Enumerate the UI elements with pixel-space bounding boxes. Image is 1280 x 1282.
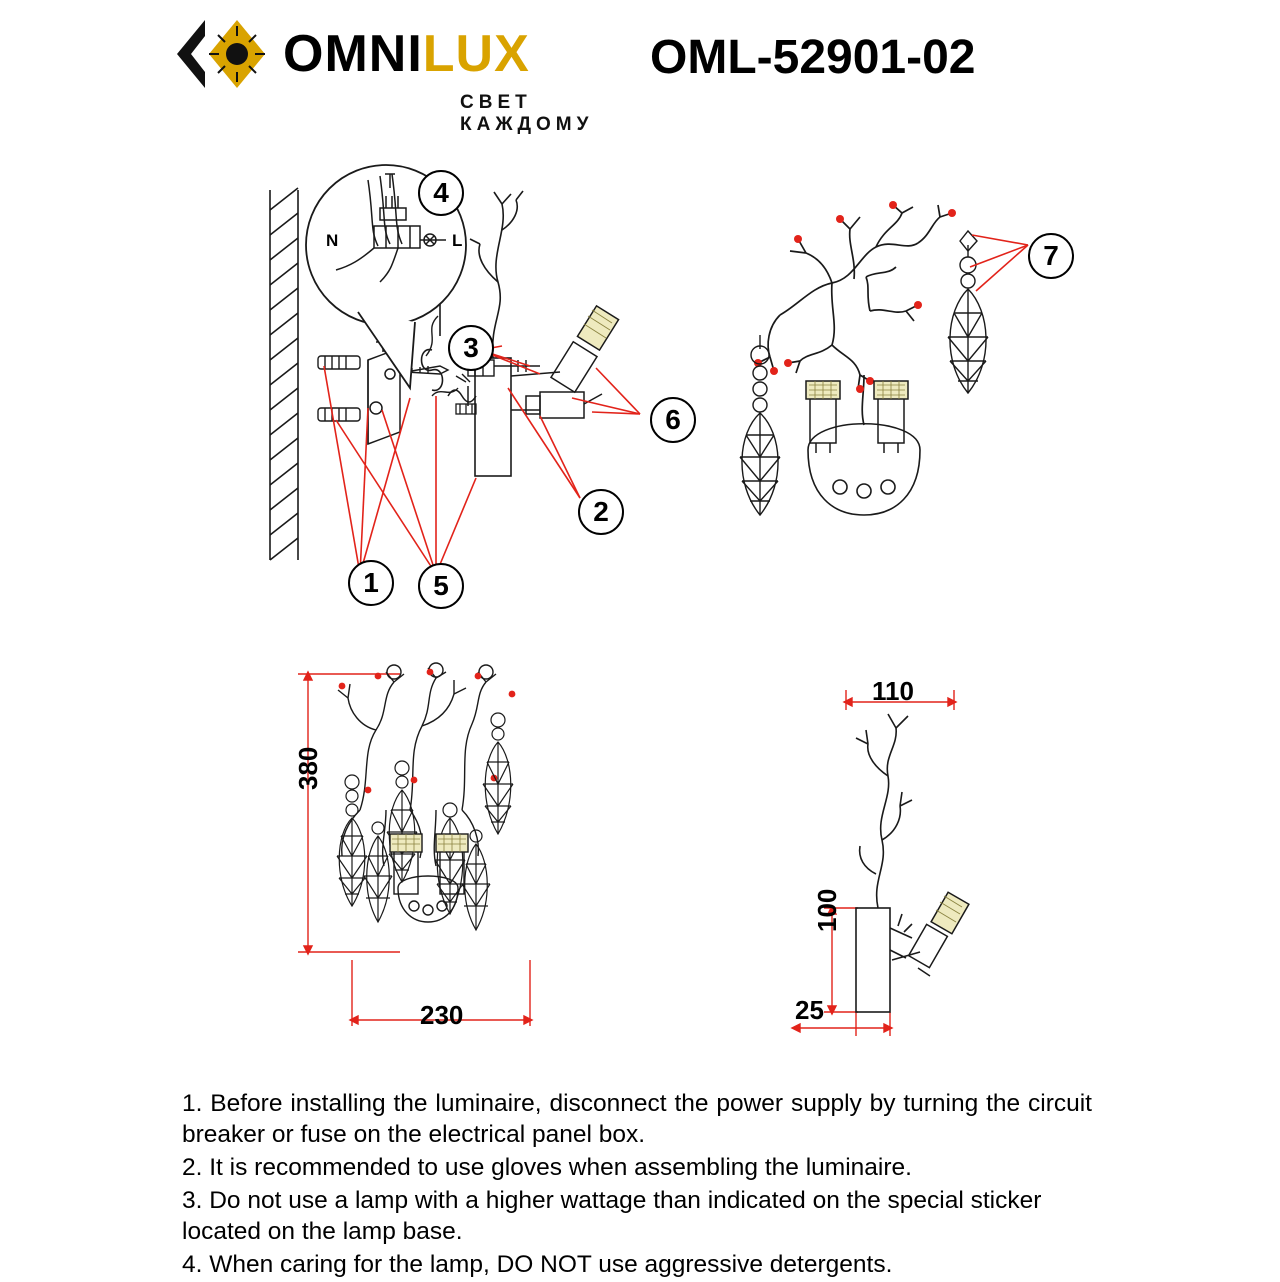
branch-side-profile xyxy=(856,714,912,908)
callout-1: 1 xyxy=(348,560,394,606)
callout-7: 7 xyxy=(1028,233,1074,279)
brand-tagline: СВЕТ КАЖДОМУ xyxy=(460,92,594,135)
wire-label-n: N xyxy=(326,231,339,250)
crystal-drops xyxy=(337,713,513,930)
side-view-dimensions xyxy=(780,660,1080,1060)
callout-3: 3 xyxy=(448,325,494,371)
note-4: 4. When caring for the lamp, DO NOT use aggressive detergents. xyxy=(182,1251,893,1278)
joint-markers-front xyxy=(339,669,516,794)
brand-wordmark xyxy=(283,25,530,83)
installation-diagram xyxy=(240,160,720,620)
product-sku: OML-52901-02 xyxy=(650,31,976,84)
dimension-depth-top-label: 110 xyxy=(872,676,914,706)
dimension-lines-side xyxy=(792,690,956,1036)
wall-plate xyxy=(808,424,920,515)
lamp-socket-right xyxy=(874,381,908,453)
callout-leaders xyxy=(324,346,640,574)
dimension-depth-base-label: 25 xyxy=(795,995,824,1025)
dimension-height-label: 380 xyxy=(293,746,323,790)
wall-plug-parts xyxy=(318,356,360,421)
brand-lux: LUX xyxy=(422,25,530,83)
callout-4: 4 xyxy=(418,170,464,216)
callout-7-leaders xyxy=(970,235,1028,291)
lamp-body-side xyxy=(856,908,912,1012)
callout-5: 5 xyxy=(418,563,464,609)
brand-omni: OMNI xyxy=(283,25,423,83)
brand-logo xyxy=(175,14,595,135)
crystal-pendant-right xyxy=(948,231,988,393)
assembled-lamp-diagram xyxy=(720,195,1060,575)
threaded-rod xyxy=(456,404,476,414)
lamp-socket-left xyxy=(806,381,840,453)
note-3: 3. Do not use a lamp with a higher wattage than indicated on the special sticker located on the lamp base. xyxy=(182,1187,1042,1245)
safety-notes xyxy=(182,1088,1092,1282)
note-2: 2. It is recommended to use gloves when assembling the luminaire. xyxy=(182,1154,912,1181)
note-1: 1. Before installing the luminaire, disconnect the power supply by turning the circuit breaker or fuse on the electrical panel box. xyxy=(182,1090,1092,1148)
wire-label-l: L xyxy=(452,231,463,250)
omnilux-diamond-logo-icon xyxy=(175,14,275,94)
callout-2: 2 xyxy=(578,489,624,535)
lamp-arm-upper xyxy=(511,306,619,392)
branch-frame xyxy=(758,205,952,425)
lamp-socket-front-left xyxy=(390,834,422,894)
dimension-depth-body-label: 100 xyxy=(812,888,842,932)
spring-clip xyxy=(448,386,476,406)
dimension-width-label: 230 xyxy=(420,1000,464,1030)
callout-6: 6 xyxy=(650,397,696,443)
wall-hatching xyxy=(270,188,298,560)
header xyxy=(0,0,1280,135)
